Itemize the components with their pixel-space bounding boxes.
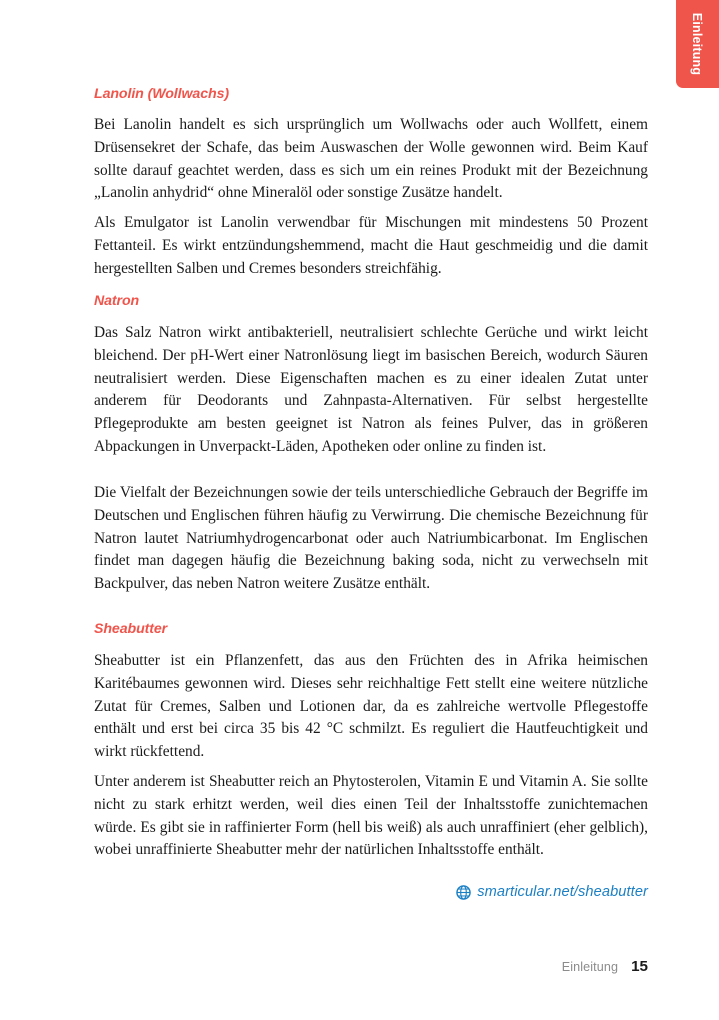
chapter-side-tab-label: Einleitung <box>690 12 705 76</box>
paragraph: Sheabutter ist ein Pflanzenfett, das aus den Früchten des in Afrika heimischen Karitébaumes gewonnen wird. Dieses sehr reichhaltige Fett stellt eine weitere nützliche Zutat für Cremes, Salben und Lotionen dar, da es zahlreiche wertvolle Pflegestoffe enthält und erst bei circa 35 bis 42 °C schmilzt. Es reguliert die Hautfeuchtigkeit und wirkt rückfettend. <box>94 652 648 761</box>
chapter-side-tab <box>676 0 719 88</box>
paragraph: Als Emulgator ist Lanolin verwendbar für Mischungen mit mindestens 50 Prozent Fettanteil. Es wirkt entzündungshemmend, macht die Haut geschmeidig und die damit hergestellten Salben und Cremes besonders streichfähig. <box>94 214 648 277</box>
footer-section-label: Einleitung <box>561 960 619 974</box>
paragraph: Das Salz Natron wirkt antibakteriell, neutralisiert schlechte Gerüche und wirkt leicht bleichend. Der pH-Wert einer Natronlösung liegt im basischen Bereich, wodurch Säuren neutralisiert werden. Diese Eigenschaften machen es zu einer idealen Zutat unter anderem für Deodorants und Zahnpasta-Alternativen. Für selbst hergestellte Pflegeprodukte am besten geeignet ist Natron als feines Pulver, das in größeren Abpackungen in Unverpackt-Läden, Apotheken oder online zu finden ist. <box>94 324 648 455</box>
footer-page-number: 15 <box>631 958 648 975</box>
paragraph: Die Vielfalt der Bezeichnungen sowie der teils unterschiedliche Gebrauch der Begriffe im Deutschen und Englischen führen häufig zu Verwirrung. Die chemische Bezeichnung für Natron lautet Natriumhydrogencarbonat oder auch Natriumbicarbonat. Im Englischen findet man dagegen häufig die Bezeichnung baking soda, nicht zu verwechseln mit Backpulver, das neben Natron weitere Zusätze enthält. <box>94 484 648 593</box>
paragraph: Unter anderem ist Sheabutter reich an Phytosterolen, Vitamin E und Vitamin A. Sie sollte nicht zu stark erhitzt werden, weil dies einen Teil der Inhaltsstoffe zunichtemachen würde. Es gibt sie in raffinierter Form (hell bis weiß) als auch unraffiniert (eher gelblich), wobei unraffinierte Sheabutter mehr der natürlichen Inhaltsstoffe enthält. <box>94 773 648 859</box>
source-link[interactable] <box>94 884 648 900</box>
globe-icon <box>456 885 471 900</box>
section-heading-sheabutter: Sheabutter <box>94 621 168 637</box>
page-footer <box>94 958 648 975</box>
section-heading-natron: Natron <box>94 293 140 309</box>
source-link-text: smarticular.net/sheabutter <box>477 884 648 900</box>
section-heading-lanolin: Lanolin (Wollwachs) <box>94 86 229 102</box>
paragraph: Bei Lanolin handelt es sich ursprünglich um Wollwachs oder auch Wollfett, einem Drüsensekret der Schafe, das beim Auswaschen der Wolle gewonnen wird. Beim Kauf sollte darauf geachtet werden, dass es sich um ein reines Produkt mit der Bezeichnung „Lanolin anhydrid“ ohne Mineralöl oder sonstige Zusätze handelt. <box>94 116 648 202</box>
